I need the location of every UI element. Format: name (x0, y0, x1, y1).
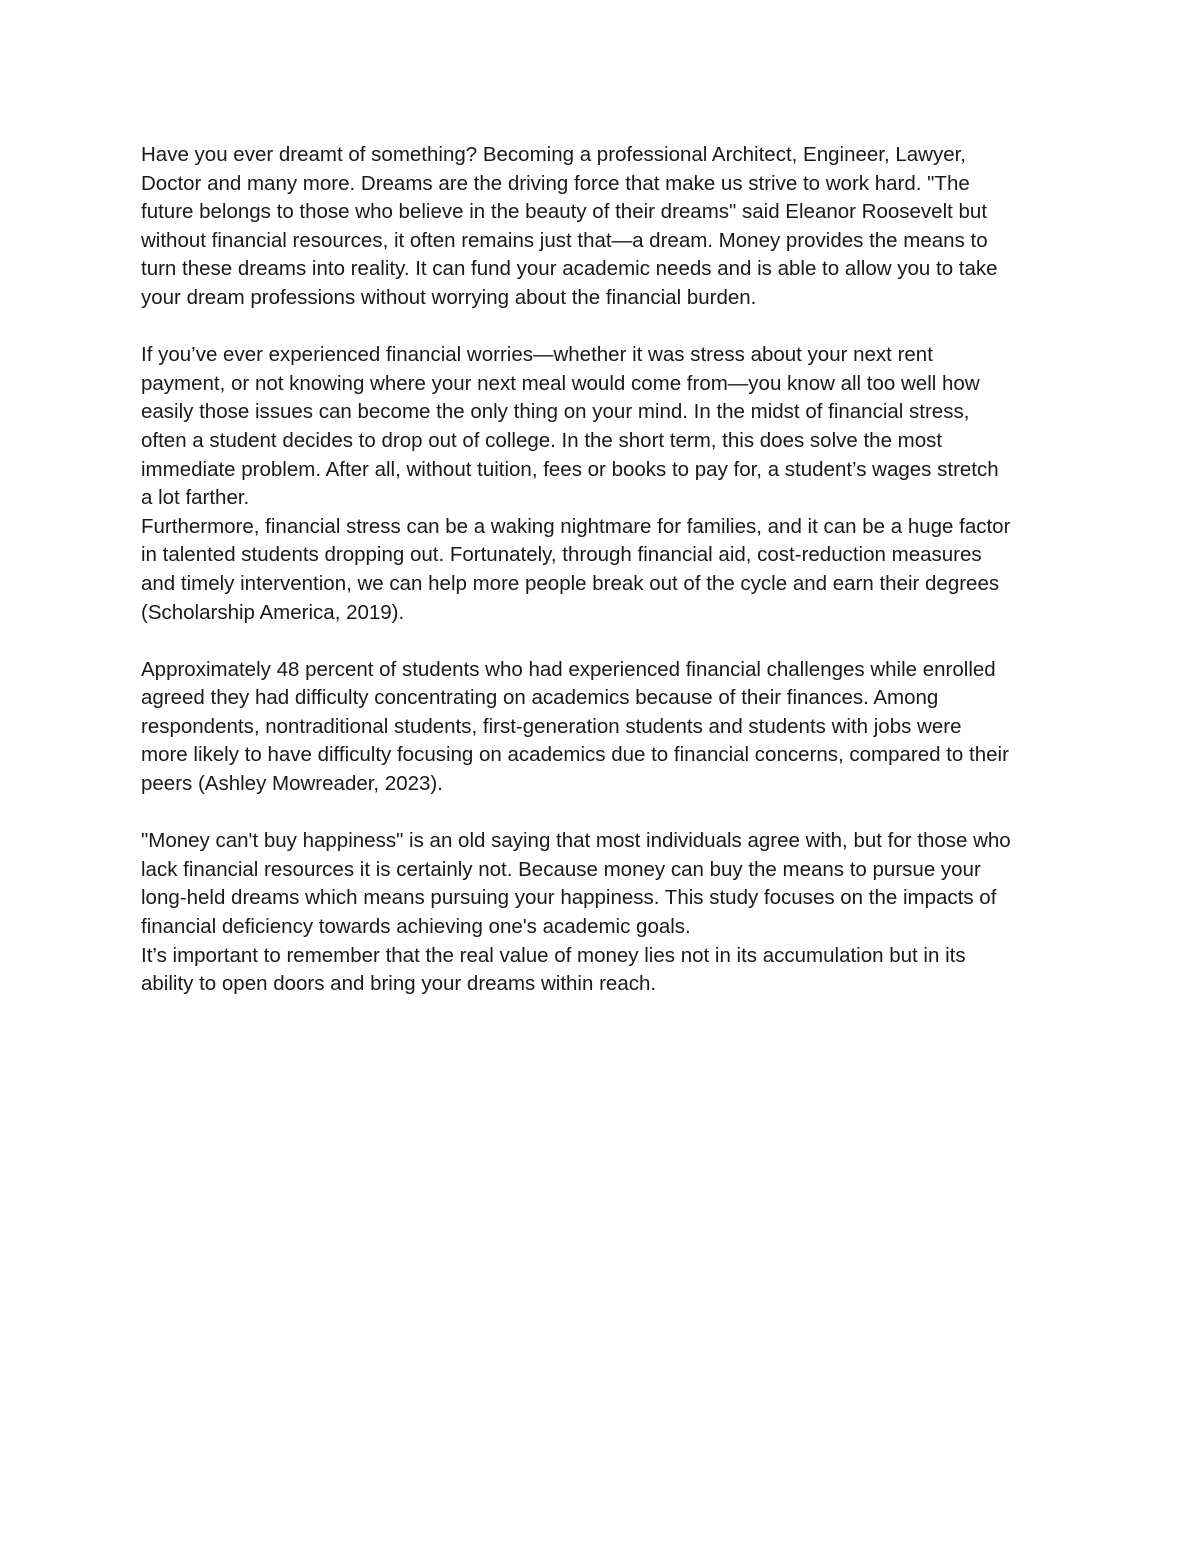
text-line: future belongs to those who believe in the beauty of their dreams" said Eleanor Roosevelt but (141, 200, 988, 224)
paragraph-conclusion (141, 942, 1071, 999)
text-line: Approximately 48 percent of students who had experienced financial challenges while enrolled (141, 657, 996, 681)
text-line: payment, or not knowing where your next meal would come from—you know all too well how (141, 371, 980, 395)
text-line: Doctor and many more. Dreams are the driving force that make us strive to work hard. "The (141, 171, 970, 195)
text-line: lack financial resources it is certainly not. Because money can buy the means to pursue your (141, 857, 981, 881)
paragraph-financial-worries (141, 341, 1071, 513)
text-line: financial deficiency towards achieving one's academic goals. (141, 915, 691, 939)
text-line: ability to open doors and bring your dreams within reach. (141, 972, 657, 996)
text-line: It’s important to remember that the real value of money lies not in its accumulation but in its (141, 943, 966, 967)
paragraph-spacer (141, 313, 1071, 342)
text-line: easily those issues can become the only thing on your mind. In the midst of financial stress, (141, 400, 970, 424)
text-line: "Money can't buy happiness" is an old saying that most individuals agree with, but for those who (141, 829, 1011, 853)
text-line: If you’ve ever experienced financial worries—whether it was stress about your next rent (141, 343, 933, 367)
text-line: your dream professions without worrying about the financial burden. (141, 285, 757, 309)
document-body (141, 141, 1071, 999)
text-line: peers (Ashley Mowreader, 2023). (141, 772, 443, 796)
text-line: Have you ever dreamt of something? Becoming a professional Architect, Engineer, Lawyer, (141, 143, 967, 166)
text-line: a lot farther. (141, 486, 250, 510)
paragraph-intro (141, 141, 1071, 313)
text-line: and timely intervention, we can help more people break out of the cycle and earn their degrees (141, 571, 1000, 595)
text-line: turn these dreams into reality. It can fund your academic needs and is able to allow you to take (141, 257, 998, 281)
paragraph-furthermore (141, 513, 1071, 627)
paragraph-happiness (141, 827, 1071, 941)
text-line: agreed they had difficulty concentrating on academics because of their finances. Among (141, 686, 939, 710)
text-line: immediate problem. After all, without tuition, fees or books to pay for, a student’s wages stretch (141, 457, 999, 481)
paragraph-spacer (141, 799, 1071, 828)
text-line: Furthermore, financial stress can be a waking nightmare for families, and it can be a huge factor (141, 514, 1011, 538)
text-line: without financial resources, it often remains just that—a dream. Money provides the means to (141, 228, 988, 252)
text-line: in talented students dropping out. Fortunately, through financial aid, cost-reduction measures (141, 543, 982, 567)
paragraph-statistics (141, 656, 1071, 799)
paragraph-spacer (141, 627, 1071, 656)
text-line: often a student decides to drop out of college. In the short term, this does solve the most (141, 428, 943, 452)
text-line: respondents, nontraditional students, first-generation students and students with jobs were (141, 714, 962, 738)
text-line: more likely to have difficulty focusing on academics due to financial concerns, compared to their (141, 743, 1009, 767)
text-line: (Scholarship America, 2019). (141, 600, 405, 624)
text-line: long-held dreams which means pursuing your happiness. This study focuses on the impacts of (141, 886, 997, 910)
